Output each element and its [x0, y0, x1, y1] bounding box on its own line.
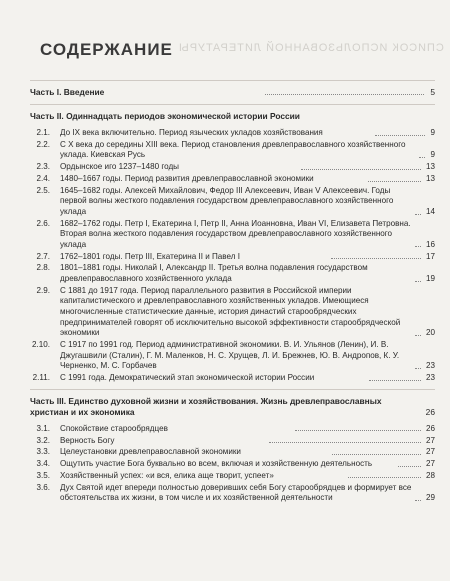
leader-dots [295, 430, 421, 431]
leader-dots [368, 181, 421, 182]
entry-page: 9 [430, 128, 435, 137]
toc-entry[interactable] [30, 263, 435, 284]
entry-page: 23 [425, 361, 435, 371]
toc-entry[interactable] [30, 424, 435, 435]
entry-page: 16 [425, 239, 435, 249]
toc-entry[interactable] [30, 252, 435, 263]
leader-dots [348, 477, 421, 478]
entry-title: Ордынское иго 1237–1480 годы [60, 162, 179, 172]
entry-title: Целеустановки древлеправославной экономики [60, 447, 241, 457]
toc-entry[interactable] [30, 219, 435, 251]
entry-page: 14 [425, 206, 435, 216]
entry-page: 27 [425, 459, 435, 469]
page-title: СОДЕРЖАНИЕ [40, 40, 173, 59]
entry-page: 9 [430, 150, 435, 160]
entry-number: 2.10. [31, 339, 50, 349]
leader-dots [369, 380, 421, 381]
toc-entry[interactable] [30, 340, 435, 372]
entry-title: Спокойствие старообрядцев [60, 423, 168, 433]
entry-title: С 1917 по 1991 год. Период административной экономики. В. И. Ульянов (Ленин), И. В. Джугашвили (Сталин), Г. М. Маленков, Н. С. Хрущев, Л. И. Брежнев, Ю. В. Андропов, К. У. Черненко, М. С. Горбачев [60, 339, 400, 371]
toc-part-2[interactable] [30, 105, 435, 128]
entry-title: До IX века включительно. Период языческих укладов хозяйствования [60, 128, 323, 137]
leader-dots [265, 94, 424, 95]
entry-title: 1480–1667 годы. Период развития древлеправославной экономики [60, 173, 314, 183]
entry-title: Ощутить участие Бога буквально во всем, включая и хозяйственную деятельность [60, 459, 373, 469]
toc-entry[interactable] [30, 174, 435, 185]
entry-title: 1762–1801 годы. Петр III, Екатерина II и Павел I [60, 251, 240, 261]
leader-dots [415, 368, 421, 369]
leader-dots [331, 258, 421, 259]
entry-number: 2.9. [36, 285, 50, 295]
entry-number: 3.4. [36, 459, 50, 469]
entry-number: 3.2. [36, 435, 50, 445]
entry-number: 2.4. [36, 173, 50, 183]
entry-number: 3.5. [36, 470, 50, 480]
entry-page: 27 [425, 447, 435, 457]
part-page: 5 [430, 87, 436, 97]
entry-number: 2.1. [36, 128, 50, 137]
toc-entry[interactable] [30, 447, 435, 458]
entry-page: 20 [425, 328, 435, 338]
toc-entry[interactable] [30, 286, 435, 339]
leader-dots [415, 500, 421, 501]
leader-dots [301, 169, 421, 170]
leader-dots [415, 246, 421, 247]
part-3-items [30, 424, 435, 504]
toc-entry[interactable] [30, 436, 435, 447]
leader-dots [415, 214, 421, 215]
entry-page: 17 [425, 251, 435, 261]
part-title: Часть II. Одиннадцать периодов экономической истории России [30, 111, 300, 121]
entry-page: 13 [425, 173, 435, 183]
entry-number: 3.1. [36, 423, 50, 433]
toc-entry[interactable] [30, 373, 435, 384]
entry-title: 1682–1762 годы. Петр I, Екатерина I, Петр II, Анна Иоанновна, Иван VI, Елизавета Петровна. Вторая волна жесткого подавления государством древлеправославного хозяйственного уклада [60, 218, 411, 249]
part-title: Часть I. Введение [30, 87, 105, 97]
entry-title: 1801–1881 годы. Николай I, Александр II. Третья волна подавления государством древлеправославного хозяйственного уклада [60, 263, 368, 284]
part-2-items [30, 128, 435, 384]
entry-title: 1645–1682 годы. Алексей Михайлович, Федор III Алексеевич, Иван V Алексеевич. Годы первой волны жесткого подавления государством древлеправославного хозяйственного уклада [60, 185, 394, 216]
entry-number: 2.8. [36, 263, 50, 273]
leader-dots [415, 281, 421, 282]
leader-dots [375, 135, 425, 136]
entry-number: 2.3. [36, 162, 50, 172]
entry-number: 2.7. [36, 251, 50, 261]
entry-number: 2.2. [36, 139, 50, 149]
entry-number: 3.3. [36, 447, 50, 457]
entry-title: Хозяйственный успех: «и вся, елика аще творит, успеет» [60, 470, 274, 480]
entry-page: 19 [425, 274, 435, 284]
leader-dots [398, 466, 421, 467]
entry-page: 28 [425, 470, 435, 480]
toc-entry[interactable] [30, 483, 435, 504]
part-page: 26 [425, 406, 435, 417]
leader-dots [332, 454, 421, 455]
entry-page: 13 [426, 162, 436, 172]
entry-page: 27 [426, 435, 436, 445]
toc-entry[interactable] [30, 459, 435, 470]
toc-part-3[interactable] [30, 390, 435, 424]
entry-title: Дух Святой идет впереди полностью доверивших себя Богу старообрядцев и формирует все обстоятельства их жизни, в том числе и их хозяйственной деятельности [60, 482, 412, 503]
leader-dots [419, 157, 425, 158]
leader-dots [415, 335, 421, 336]
entry-page: 26 [426, 423, 436, 433]
entry-title: Верность Богу [60, 435, 115, 445]
entry-number: 2.11. [32, 372, 50, 382]
part-title: Часть III. Единство духовной жизни и хозяйствования. Жизнь древлеправославных христиан и их экономика [30, 395, 382, 417]
leader-dots [269, 442, 421, 443]
toc-entry[interactable] [30, 186, 435, 218]
entry-number: 3.6. [36, 482, 50, 492]
show-through-text: СПИСОК ИСПОЛЬЗОВАННОЙ ЛИТЕРАТУРЫ [178, 42, 444, 54]
entry-number: 2.5. [36, 185, 50, 195]
entry-title: С 1881 до 1917 года. Период параллельного развития в Российской империи капиталистического и древлеправославного хозяйственных укладов. Имеющиеся многочисленные статистические данные, история династий старообрядческих предпринимателей говорят об исключительно высокой эффективности старообрядческой экономики [60, 285, 401, 338]
toc-part-1[interactable] [30, 81, 435, 104]
toc-entry[interactable] [30, 140, 435, 161]
entry-title: С X века до середины XIII века. Период становления древлеправославного хозяйственного уклада. Киевская Русь [60, 139, 406, 160]
entry-title: С 1991 года. Демократический этап экономической истории России [60, 372, 315, 382]
entry-page: 29 [425, 493, 435, 503]
entry-number: 2.6. [36, 218, 50, 228]
toc-entry[interactable] [30, 471, 435, 482]
table-of-contents [30, 80, 435, 505]
toc-entry[interactable] [30, 162, 435, 173]
toc-entry[interactable] [30, 128, 435, 139]
entry-page: 23 [425, 372, 435, 382]
